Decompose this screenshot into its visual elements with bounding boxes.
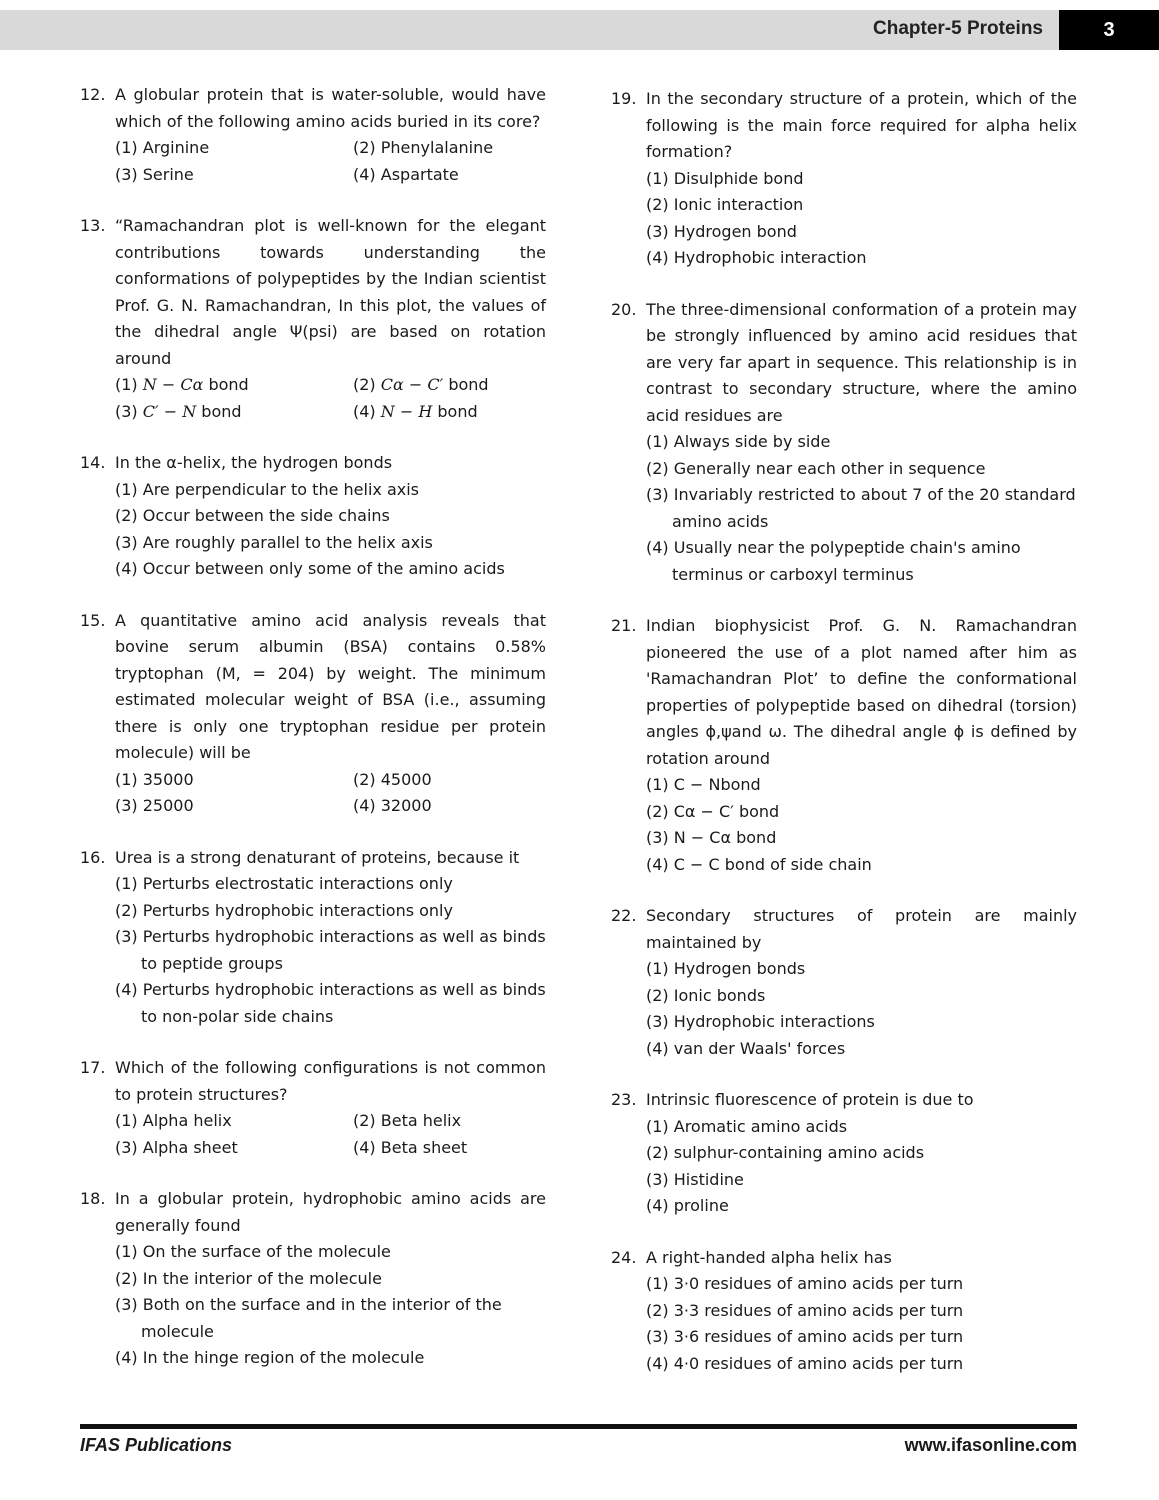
- option: (3) Histidine: [646, 1169, 744, 1189]
- option: [353, 399, 546, 426]
- question-text: Which of the following configurations is not common to protein structures?: [115, 1058, 546, 1104]
- question-21: [611, 613, 1077, 878]
- question-number: 23.: [611, 1090, 637, 1109]
- option: (2) In the interior of the molecule: [115, 1268, 382, 1288]
- option: (1) Alpha helix: [115, 1111, 232, 1130]
- footer-publisher: IFAS Publications: [80, 1435, 233, 1455]
- option: (4) van der Waals' forces: [646, 1038, 846, 1058]
- option: (2) Cα − C′ bond: [646, 801, 780, 821]
- option: [353, 372, 546, 399]
- option: (3) Hydrophobic interactions: [646, 1012, 875, 1031]
- question-text: Indian biophysicist Prof. G. N. Ramachandran pioneered the use of a plot named after him as 'Ramachandran Plot’ to define the conformational properties of polypeptide based on dihedral (torsion) angles ϕ,ψand ω. The dihedral angle ϕ is defined by rotation around: [646, 616, 1077, 768]
- question-text: A globular protein that is water-soluble, would have which of the following amino acids buried in its core?: [115, 85, 546, 131]
- question-text: Intrinsic fluorescence of protein is due to: [646, 1090, 974, 1109]
- option: (3) Invariably restricted to about 7 of the 20 standard amino acids: [646, 485, 1076, 531]
- option-list: [80, 477, 546, 583]
- option: (4) proline: [646, 1196, 729, 1215]
- question-text: “Ramachandran plot is well-known for the elegant contributions towards understanding the conformations of polypeptides by the Indian scientist Prof. G. N. Ramachandran, In this plot, the values of the dihedral angle Ψ(psi) are based on rotation around: [115, 216, 546, 368]
- option: (2) Occur between the side chains: [115, 506, 390, 525]
- question-number: 16.: [80, 847, 106, 867]
- question-text: Urea is a strong denaturant of proteins, because it: [115, 847, 520, 867]
- option: (4) In the hinge region of the molecule: [115, 1348, 425, 1367]
- option: (3) Both on the surface and in the interior of the molecule: [115, 1295, 502, 1341]
- chapter-title: Chapter-5 Proteins: [873, 18, 1043, 39]
- option: (1) Disulphide bond: [646, 168, 804, 188]
- option-number: (1): [115, 375, 143, 394]
- option: (3) Alpha sheet: [115, 1137, 238, 1157]
- option-number: (2): [353, 375, 381, 394]
- option: (1) Aromatic amino acids: [646, 1116, 848, 1136]
- question-number: 19.: [611, 89, 637, 108]
- footer-website: www.ifasonline.com: [904, 1435, 1077, 1455]
- option: (2) Phenylalanine: [353, 138, 494, 157]
- option: [115, 372, 353, 399]
- option: (1) Always side by side: [646, 432, 831, 451]
- question-number: 20.: [611, 299, 637, 319]
- option: (4) 4·0 residues of amino acids per turn: [646, 1353, 964, 1373]
- option: (1) On the surface of the molecule: [115, 1242, 391, 1261]
- option-formula: C′ − N: [142, 401, 197, 421]
- page-number: 3: [1059, 10, 1159, 50]
- option: (2) Ionic bonds: [646, 985, 766, 1005]
- option: (3) 3·6 residues of amino acids per turn: [646, 1327, 964, 1346]
- option-list: [611, 956, 1077, 1062]
- footer-divider: [80, 1424, 1077, 1429]
- option-list: [80, 1108, 546, 1161]
- option: (4) Usually near the polypeptide chain's amino terminus or carboxyl terminus: [646, 538, 1021, 584]
- question-text: A quantitative amino acid analysis reveals that bovine serum albumin (BSA) contains 0.58% tryptophan (M, = 204) by weight. The minimum estimated molecular weight of BSA (i.e., assuming there is only one tryptophan residue per protein molecule) will be: [115, 610, 546, 762]
- option: (4) Beta sheet: [353, 1137, 468, 1157]
- option-list: [80, 767, 546, 820]
- option: (3) Are roughly parallel to the helix axis: [115, 532, 433, 552]
- option: (3) N − Cα bond: [646, 828, 777, 847]
- option-formula: N − Cα: [142, 375, 204, 394]
- question-number: 15.: [80, 610, 106, 630]
- option: (1) Perturbs electrostatic interactions only: [115, 874, 453, 893]
- question-17: [80, 1055, 546, 1161]
- question-text: Secondary structures of protein are mainly maintained by: [646, 906, 1077, 952]
- option: (3) 25000: [115, 796, 194, 815]
- question-20: [611, 297, 1077, 589]
- question-13: [80, 213, 546, 425]
- question-text: In the α-helix, the hydrogen bonds: [115, 453, 393, 472]
- option: (2) Beta helix: [353, 1111, 462, 1130]
- option-suffix: bond: [432, 401, 478, 421]
- option: (4) Occur between only some of the amino acids: [115, 559, 505, 578]
- question-text: In the secondary structure of a protein, which of the following is the main force required for alpha helix formation?: [646, 89, 1077, 161]
- option: (1) Arginine: [115, 138, 210, 157]
- option-list: [611, 1114, 1077, 1220]
- question-number: 13.: [80, 216, 106, 235]
- option-number: (4): [353, 401, 381, 421]
- option: (2) 3·3 residues of amino acids per turn: [646, 1300, 964, 1320]
- option-list: [80, 871, 546, 1030]
- option-list: [611, 429, 1077, 588]
- option: (4) C − C bond of side chain: [646, 854, 872, 874]
- option: (1) Are perpendicular to the helix axis: [115, 479, 419, 499]
- option-list: [611, 772, 1077, 878]
- question-number: 22.: [611, 906, 637, 925]
- question-text: A right-handed alpha helix has: [646, 1247, 892, 1267]
- left-column: [80, 82, 546, 1397]
- question-number: 14.: [80, 453, 106, 472]
- option: (3) Perturbs hydrophobic interactions as well as binds to peptide groups: [115, 927, 546, 973]
- option: (4) Perturbs hydrophobic interactions as well as binds to non-polar side chains: [115, 980, 546, 1026]
- question-number: 18.: [80, 1189, 106, 1208]
- question-15: [80, 608, 546, 820]
- question-number: 17.: [80, 1058, 106, 1077]
- option: (2) 45000: [353, 769, 432, 789]
- question-16: [80, 845, 546, 1031]
- option-suffix: bond: [203, 375, 249, 394]
- option: (1) 3·0 residues of amino acids per turn: [646, 1274, 964, 1293]
- option: (1) 35000: [115, 769, 194, 789]
- question-number: 12.: [80, 85, 106, 104]
- option-list: [611, 166, 1077, 272]
- option: (3) Serine: [115, 164, 194, 184]
- question-24: [611, 1245, 1077, 1378]
- right-column: [611, 86, 1077, 1402]
- question-text: In a globular protein, hydrophobic amino acids are generally found: [115, 1189, 546, 1235]
- option: (2) Perturbs hydrophobic interactions only: [115, 900, 453, 920]
- option-formula: Cα − C′: [380, 375, 444, 394]
- option-suffix: bond: [196, 401, 242, 421]
- option: (1) C − Nbond: [646, 775, 761, 794]
- option: (2) Generally near each other in sequence: [646, 458, 986, 478]
- option-list: [611, 1271, 1077, 1377]
- option-list: [80, 1239, 546, 1372]
- question-22: [611, 903, 1077, 1062]
- question-text: The three-dimensional conformation of a protein may be strongly influenced by amino acid residues that are very far apart in sequence. This relationship is in contrast to secondary structure, where the amino acid residues are: [646, 299, 1077, 425]
- option: (1) Hydrogen bonds: [646, 959, 806, 978]
- question-19: [611, 86, 1077, 272]
- option: (4) Hydrophobic interaction: [646, 248, 867, 267]
- option-formula: N − H: [380, 401, 433, 421]
- option: (4) 32000: [353, 796, 432, 815]
- option-suffix: bond: [443, 375, 489, 394]
- question-23: [611, 1087, 1077, 1220]
- option: (2) Ionic interaction: [646, 195, 804, 214]
- question-14: [80, 450, 546, 583]
- question-12: [80, 82, 546, 188]
- option: [115, 399, 353, 426]
- question-number: 24.: [611, 1247, 637, 1267]
- question-18: [80, 1186, 546, 1372]
- option: (3) Hydrogen bond: [646, 221, 797, 241]
- question-number: 21.: [611, 616, 637, 635]
- option: (4) Aspartate: [353, 164, 459, 184]
- option-list: [80, 372, 546, 425]
- option-number: (3): [115, 401, 143, 421]
- option: (2) sulphur-containing amino acids: [646, 1143, 925, 1162]
- option-list: [80, 135, 546, 188]
